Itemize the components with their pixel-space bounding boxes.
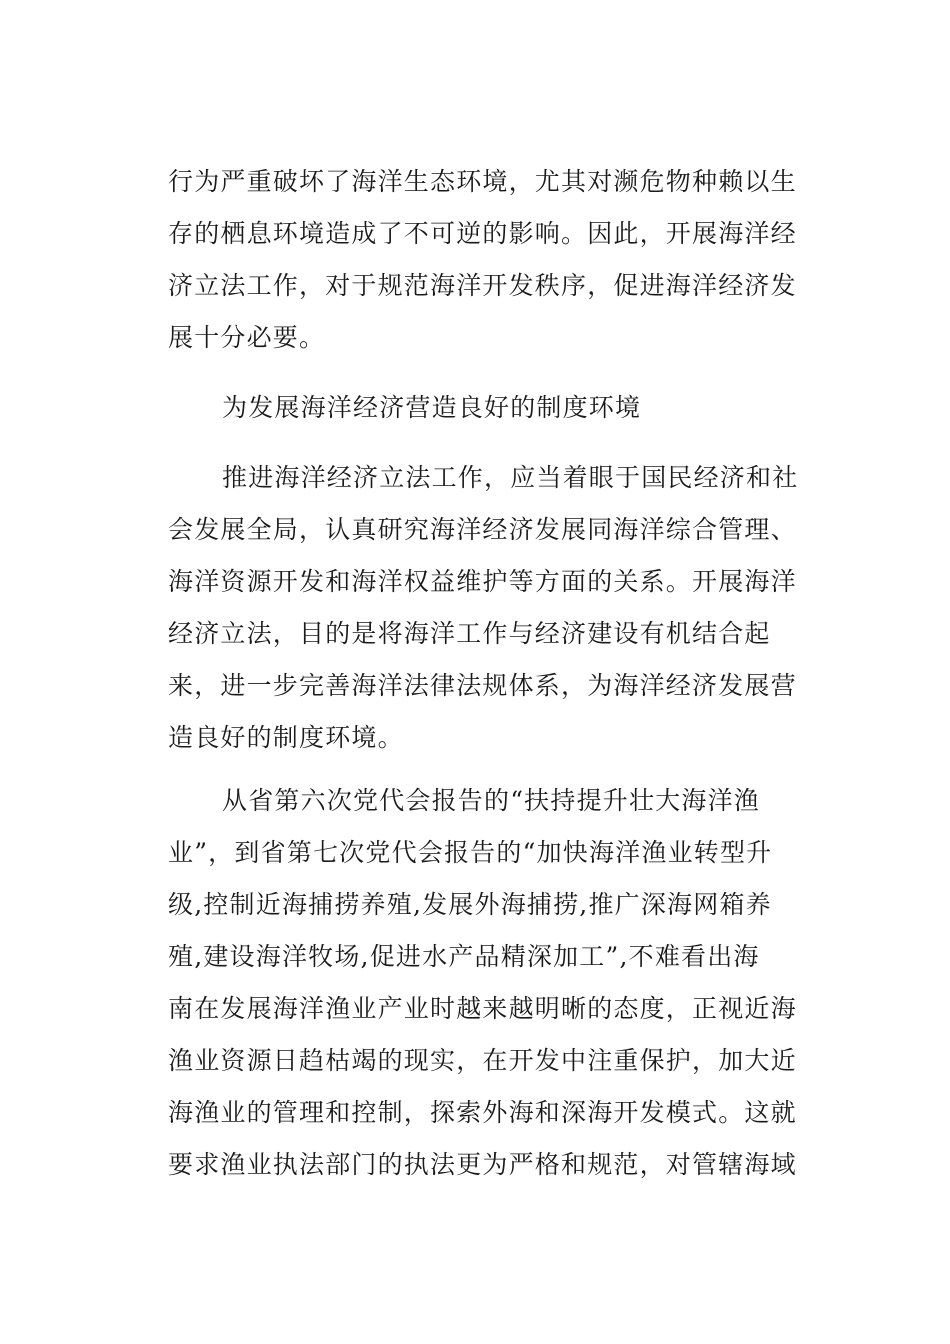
text-line: 级,控制近海捕捞养殖,发展外海捕捞,推广深海网箱养	[168, 890, 772, 919]
text-line: 从省第六次党代会报告的“扶持提升壮大海洋渔	[222, 786, 760, 815]
text-line: 海渔业的管理和控制，探索外海和深海开发模式。这就	[168, 1098, 797, 1127]
text-line: 造良好的制度环境。	[168, 723, 404, 752]
text-line: 济立法工作，对于规范海洋开发秩序，促进海洋经济发	[168, 271, 797, 300]
text-line: 业”，到省第七次党代会报告的“加快海洋渔业转型升	[168, 838, 773, 867]
text-line: 会发展全局，认真研究海洋经济发展同海洋综合管理、	[168, 515, 797, 544]
text-line: 行为严重破坏了海洋生态环境，尤其对濒危物种赖以生	[168, 167, 797, 196]
text-line: 展十分必要。	[168, 323, 326, 352]
paragraph-3	[168, 775, 797, 1191]
text-line: 经济立法，目的是将海洋工作与经济建设有机结合起	[168, 619, 771, 648]
text-line: 殖,建设海洋牧场,促进水产品精深加工”,不难看出海	[168, 942, 760, 971]
text-line: 存的栖息环境造成了不可逆的影响。因此，开展海洋经	[168, 219, 797, 248]
text-line: 渔业资源日趋枯竭的现实，在开发中注重保护，加大近	[168, 1046, 797, 1075]
paragraph-1	[168, 156, 797, 364]
section-heading-block	[168, 382, 788, 434]
paragraph-2	[168, 452, 799, 764]
section-heading: 为发展海洋经济营造良好的制度环境	[222, 393, 642, 422]
text-line: 来，进一步完善海洋法律法规体系，为海洋经济发展营	[168, 671, 797, 700]
text-line: 海洋资源开发和海洋权益维护等方面的关系。开展海洋	[168, 567, 797, 596]
text-line: 南在发展海洋渔业产业时越来越明晰的态度，正视近海	[168, 994, 797, 1023]
text-line: 要求渔业执法部门的执法更为严格和规范，对管辖海域	[168, 1150, 797, 1179]
text-line: 推进海洋经济立法工作，应当着眼于国民经济和社	[222, 463, 799, 492]
